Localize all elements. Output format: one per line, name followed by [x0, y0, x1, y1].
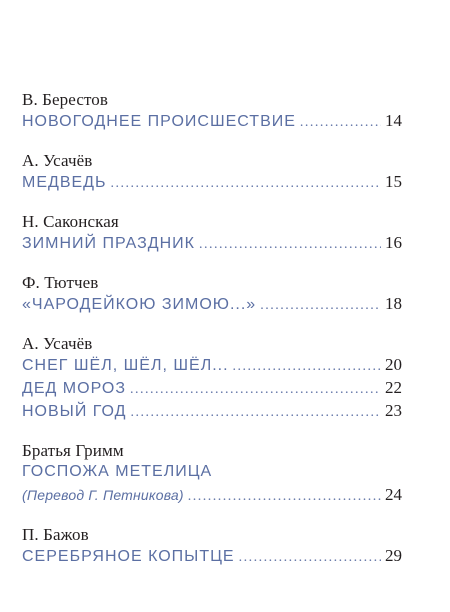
dot-leader [111, 173, 381, 195]
table-of-contents [22, 89, 402, 585]
page-number: 24 [385, 485, 402, 504]
toc-section [22, 150, 402, 194]
page-number: 22 [385, 378, 402, 397]
dot-leader [239, 547, 381, 569]
dot-leader [188, 486, 381, 508]
dot-leader [130, 402, 381, 424]
author-name: В. Берестов [22, 90, 108, 109]
dot-leader [130, 379, 381, 401]
entry-title: НОВЫЙ ГОД [22, 403, 127, 420]
author-name: А. Усачёв [22, 334, 93, 353]
entry-title: ГОСПОЖА МЕТЕЛИЦА [22, 463, 213, 480]
toc-entry[interactable] [22, 400, 402, 423]
author-name: Ф. Тютчев [22, 273, 99, 292]
entry-title: ДЕД МОРОЗ [22, 380, 126, 397]
entry-title: СНЕГ ШЁЛ, ШЁЛ, ШЁЛ... [22, 357, 229, 374]
toc-section [22, 211, 402, 255]
entry-title: МЕДВЕДЬ [22, 174, 107, 191]
toc-entry-note[interactable] [22, 484, 402, 507]
page-number: 16 [385, 233, 402, 252]
author-name: П. Бажов [22, 525, 89, 544]
toc-section [22, 333, 402, 423]
dot-leader [300, 112, 381, 134]
author-name: Братья Гримм [22, 441, 124, 460]
page-number: 23 [385, 401, 402, 420]
toc-entry[interactable] [22, 354, 402, 377]
entry-title: СЕРЕБРЯНОЕ КОПЫТЦЕ [22, 548, 235, 565]
page-number: 15 [385, 172, 402, 191]
entry-title: ЗИМНИЙ ПРАЗДНИК [22, 235, 195, 252]
toc-section [22, 89, 402, 133]
translator-note: (Перевод Г. Петникова) [22, 487, 184, 503]
toc-entry[interactable] [22, 293, 402, 316]
toc-entry[interactable] [22, 110, 402, 133]
page-number: 14 [385, 111, 402, 130]
dot-leader [260, 295, 381, 317]
author-name: Н. Саконская [22, 212, 119, 231]
dot-leader [199, 234, 381, 256]
toc-entry[interactable] [22, 171, 402, 194]
toc-entry[interactable] [22, 545, 402, 568]
toc-section [22, 524, 402, 568]
toc-section [22, 272, 402, 316]
page-number: 29 [385, 546, 402, 565]
entry-title: «ЧАРОДЕЙКОЮ ЗИМОЮ...» [22, 296, 257, 313]
author-name: А. Усачёв [22, 151, 93, 170]
page-number: 18 [385, 294, 402, 313]
entry-title: НОВОГОДНЕЕ ПРОИСШЕСТВИЕ [22, 113, 296, 130]
dot-leader [233, 356, 381, 378]
toc-entry[interactable] [22, 232, 402, 255]
page-number: 20 [385, 355, 402, 374]
toc-entry[interactable] [22, 461, 402, 484]
toc-section [22, 440, 402, 507]
toc-entry[interactable] [22, 377, 402, 400]
